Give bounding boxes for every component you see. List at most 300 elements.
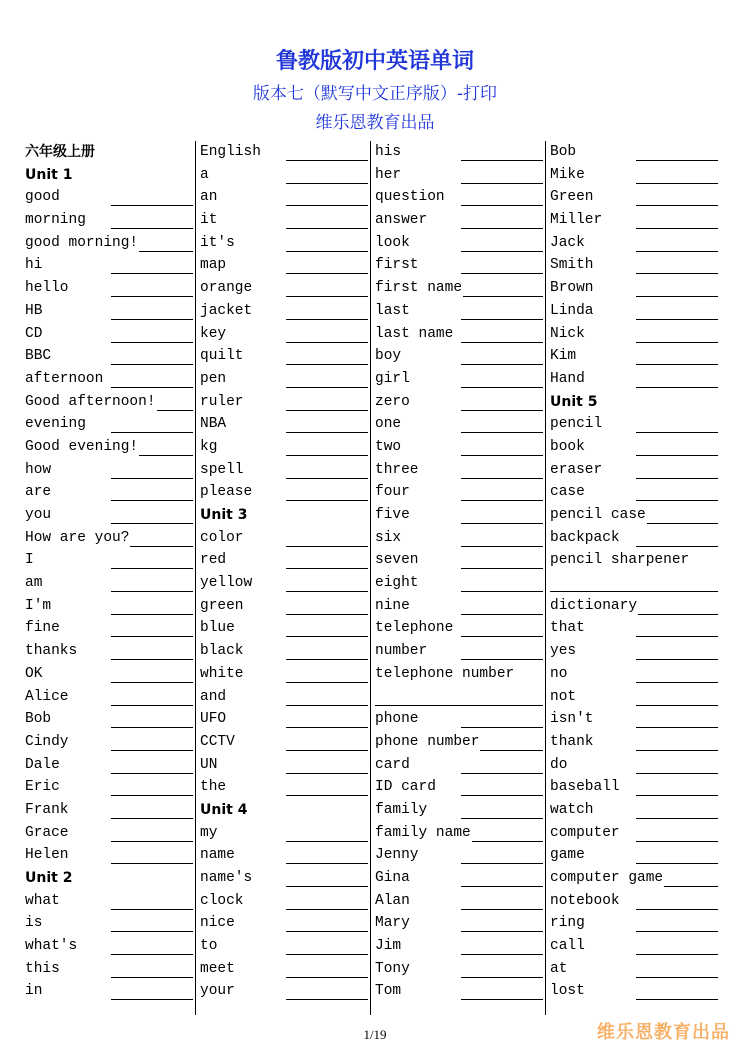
vocab-word: to bbox=[200, 938, 218, 955]
answer-blank-line[interactable] bbox=[111, 954, 193, 955]
answer-blank-line[interactable] bbox=[461, 387, 543, 388]
answer-blank-line[interactable] bbox=[111, 841, 193, 842]
vocab-word: Brown bbox=[550, 280, 594, 297]
answer-blank-line[interactable] bbox=[286, 364, 368, 365]
answer-blank-line[interactable] bbox=[111, 999, 193, 1000]
answer-blank-line[interactable] bbox=[111, 705, 193, 706]
answer-blank-line[interactable] bbox=[286, 546, 368, 547]
answer-blank-line[interactable] bbox=[111, 296, 193, 297]
vocab-word: Good evening! bbox=[25, 438, 139, 455]
vocab-word: Bob bbox=[25, 711, 52, 728]
vocab-row bbox=[25, 754, 197, 777]
answer-blank-line[interactable] bbox=[286, 205, 368, 206]
vocab-word: no bbox=[550, 665, 568, 682]
vocab-row bbox=[25, 731, 197, 754]
vocab-row bbox=[200, 391, 372, 414]
answer-blank-line[interactable] bbox=[636, 500, 718, 501]
answer-blank-line[interactable] bbox=[636, 682, 718, 683]
vocab-row bbox=[200, 958, 372, 981]
vocab-word: girl bbox=[375, 370, 410, 387]
vocab-word: baseball bbox=[550, 779, 620, 796]
vocab-word: map bbox=[200, 257, 227, 274]
answer-blank-line[interactable] bbox=[636, 364, 718, 365]
answer-blank-line[interactable] bbox=[461, 863, 543, 864]
answer-blank-line[interactable] bbox=[286, 500, 368, 501]
word-column-2 bbox=[200, 141, 372, 1003]
answer-blank-line[interactable] bbox=[111, 273, 193, 274]
answer-blank-line[interactable] bbox=[461, 909, 543, 910]
vocab-word: isn't bbox=[550, 711, 594, 728]
vocab-row bbox=[25, 345, 197, 368]
vocab-row bbox=[550, 935, 722, 958]
answer-blank-line[interactable] bbox=[461, 273, 543, 274]
answer-blank-line[interactable] bbox=[286, 659, 368, 660]
vocab-word: you bbox=[25, 507, 52, 523]
answer-blank-line[interactable] bbox=[636, 273, 718, 274]
answer-blank-line[interactable] bbox=[636, 727, 718, 728]
answer-blank-line[interactable] bbox=[111, 568, 193, 569]
answer-blank-line[interactable] bbox=[636, 319, 718, 320]
vocab-word: Smith bbox=[550, 257, 594, 274]
vocab-word: Mary bbox=[375, 915, 410, 932]
vocab-row bbox=[550, 141, 722, 164]
publisher-line: 维乐恩教育出品 bbox=[315, 113, 435, 133]
vocab-row bbox=[550, 186, 722, 209]
vocab-word: clock bbox=[200, 892, 244, 909]
vocab-row bbox=[550, 413, 722, 436]
answer-blank-line[interactable] bbox=[111, 931, 193, 932]
vocab-row bbox=[200, 527, 372, 550]
vocab-row bbox=[25, 232, 197, 255]
vocab-word: UFO bbox=[200, 711, 227, 728]
answer-blank-line[interactable] bbox=[111, 432, 193, 433]
answer-blank-line[interactable] bbox=[636, 818, 718, 819]
answer-blank-line[interactable] bbox=[286, 478, 368, 479]
vocab-row bbox=[200, 345, 372, 368]
vocab-row bbox=[375, 527, 547, 550]
vocab-row bbox=[375, 164, 547, 187]
answer-blank-line[interactable] bbox=[286, 705, 368, 706]
vocab-word: hello bbox=[25, 280, 69, 297]
vocab-row bbox=[200, 890, 372, 913]
column-divider bbox=[195, 141, 196, 1015]
answer-blank-line[interactable] bbox=[461, 773, 543, 774]
answer-blank-line[interactable] bbox=[286, 750, 368, 751]
page-subtitle: 版本七（默写中文正序版）-打印 bbox=[252, 84, 498, 104]
answer-blank-line[interactable] bbox=[461, 659, 543, 660]
answer-blank-line[interactable] bbox=[157, 410, 193, 411]
vocab-row bbox=[25, 254, 197, 277]
vocab-word: ruler bbox=[200, 393, 244, 410]
vocab-row bbox=[375, 300, 547, 323]
vocab-word: do bbox=[550, 756, 568, 773]
vocab-row bbox=[25, 572, 197, 595]
vocab-word: watch bbox=[550, 801, 594, 818]
answer-blank-line[interactable] bbox=[636, 659, 718, 660]
answer-blank-line[interactable] bbox=[286, 410, 368, 411]
answer-blank-line[interactable] bbox=[636, 999, 718, 1000]
answer-blank-line[interactable] bbox=[286, 999, 368, 1000]
answer-blank-line[interactable] bbox=[461, 478, 543, 479]
vocab-word: Mike bbox=[550, 166, 585, 183]
vocab-row bbox=[375, 345, 547, 368]
answer-blank-line[interactable] bbox=[461, 886, 543, 887]
vocab-word: How are you? bbox=[25, 529, 130, 546]
vocab-word: ring bbox=[550, 915, 585, 932]
answer-blank-line[interactable] bbox=[111, 818, 193, 819]
answer-blank-line[interactable] bbox=[550, 591, 718, 592]
vocab-word: telephone number bbox=[375, 665, 515, 682]
vocab-row bbox=[25, 368, 197, 391]
answer-blank-line[interactable] bbox=[111, 342, 193, 343]
vocab-word: not bbox=[550, 688, 577, 705]
vocab-word: CCTV bbox=[200, 733, 235, 750]
answer-blank-line[interactable] bbox=[636, 954, 718, 955]
vocab-word: Jim bbox=[375, 938, 402, 955]
vocab-row bbox=[550, 323, 722, 346]
vocab-word: what bbox=[25, 892, 60, 909]
answer-blank-line[interactable] bbox=[111, 659, 193, 660]
vocab-row bbox=[375, 867, 547, 890]
vocab-row bbox=[375, 323, 547, 346]
vocab-row bbox=[375, 391, 547, 414]
answer-blank-line[interactable] bbox=[461, 636, 543, 637]
answer-blank-line[interactable] bbox=[286, 954, 368, 955]
answer-blank-line[interactable] bbox=[286, 296, 368, 297]
vocab-word: what's bbox=[25, 938, 78, 955]
vocab-row bbox=[375, 980, 547, 1003]
answer-blank-line[interactable] bbox=[286, 319, 368, 320]
vocab-word: white bbox=[200, 665, 244, 682]
answer-blank-line[interactable] bbox=[111, 319, 193, 320]
vocab-word: Jenny bbox=[375, 847, 419, 864]
vocab-word: and bbox=[200, 688, 227, 705]
vocab-word: how bbox=[25, 461, 52, 478]
vocab-row bbox=[550, 640, 722, 663]
answer-blank-line[interactable] bbox=[636, 636, 718, 637]
answer-blank-line[interactable] bbox=[286, 228, 368, 229]
answer-blank-line[interactable] bbox=[286, 455, 368, 456]
section-heading-text: 六年级上册 bbox=[25, 144, 95, 160]
answer-blank-line[interactable] bbox=[461, 500, 543, 501]
answer-blank-line[interactable] bbox=[461, 591, 543, 592]
vocab-word: six bbox=[375, 529, 402, 546]
vocab-word: eight bbox=[375, 575, 419, 592]
vocab-row bbox=[200, 595, 372, 618]
answer-blank-line[interactable] bbox=[461, 228, 543, 229]
vocab-row bbox=[550, 980, 722, 1003]
vocab-row bbox=[200, 663, 372, 686]
vocab-row bbox=[200, 754, 372, 777]
answer-blank-line[interactable] bbox=[636, 387, 718, 388]
answer-blank-line[interactable] bbox=[638, 614, 718, 615]
answer-blank-line[interactable] bbox=[461, 205, 543, 206]
answer-blank-line[interactable] bbox=[461, 954, 543, 955]
vocab-row bbox=[200, 640, 372, 663]
answer-blank-line[interactable] bbox=[461, 568, 543, 569]
watermark-logo: 维乐恩教育出品 bbox=[597, 1022, 730, 1043]
answer-blank-line[interactable] bbox=[286, 931, 368, 932]
section-heading bbox=[25, 867, 197, 890]
answer-blank-line[interactable] bbox=[111, 773, 193, 774]
vocab-word: Alice bbox=[25, 688, 69, 705]
vocab-word: Green bbox=[550, 189, 594, 206]
answer-blank-line[interactable] bbox=[461, 999, 543, 1000]
section-heading-text: Unit 4 bbox=[200, 801, 248, 818]
answer-blank-line[interactable] bbox=[461, 319, 543, 320]
vocab-word: it bbox=[200, 212, 218, 229]
answer-blank-line[interactable] bbox=[461, 523, 543, 524]
answer-blank-line[interactable] bbox=[636, 160, 718, 161]
answer-blank-line[interactable] bbox=[636, 455, 718, 456]
vocab-word: lost bbox=[550, 983, 585, 1000]
answer-blank-line[interactable] bbox=[636, 931, 718, 932]
vocab-row bbox=[375, 459, 547, 482]
answer-blank-line[interactable] bbox=[286, 273, 368, 274]
answer-blank-line[interactable] bbox=[286, 251, 368, 252]
answer-blank-line[interactable] bbox=[636, 795, 718, 796]
answer-blank-line[interactable] bbox=[480, 750, 543, 751]
answer-blank-line[interactable] bbox=[111, 387, 193, 388]
answer-blank-line[interactable] bbox=[130, 546, 193, 547]
vocab-row bbox=[200, 186, 372, 209]
vocab-word: phone bbox=[375, 711, 419, 728]
vocab-row bbox=[25, 617, 197, 640]
vocab-word: black bbox=[200, 643, 244, 660]
answer-blank-line[interactable] bbox=[636, 478, 718, 479]
answer-blank-line[interactable] bbox=[111, 795, 193, 796]
answer-blank-line[interactable] bbox=[111, 591, 193, 592]
answer-blank-line[interactable] bbox=[286, 682, 368, 683]
answer-blank-line[interactable] bbox=[286, 773, 368, 774]
vocab-row bbox=[25, 686, 197, 709]
answer-blank-line[interactable] bbox=[286, 568, 368, 569]
answer-blank-line[interactable] bbox=[461, 251, 543, 252]
answer-blank-line[interactable] bbox=[463, 296, 543, 297]
vocab-row bbox=[375, 754, 547, 777]
answer-blank-line[interactable] bbox=[636, 977, 718, 978]
vocab-row bbox=[550, 663, 722, 686]
answer-blank-line[interactable] bbox=[286, 863, 368, 864]
answer-blank-line[interactable] bbox=[461, 977, 543, 978]
vocab-word: card bbox=[375, 756, 410, 773]
answer-blank-line[interactable] bbox=[139, 455, 193, 456]
vocab-word: a bbox=[200, 166, 209, 183]
answer-blank-line[interactable] bbox=[286, 886, 368, 887]
vocab-row bbox=[200, 935, 372, 958]
answer-blank-line[interactable] bbox=[461, 818, 543, 819]
vocab-word: yes bbox=[550, 643, 577, 660]
answer-blank-line[interactable] bbox=[286, 591, 368, 592]
vocab-row bbox=[375, 254, 547, 277]
answer-blank-line[interactable] bbox=[636, 863, 718, 864]
section-heading bbox=[25, 164, 197, 187]
answer-blank-line[interactable] bbox=[286, 727, 368, 728]
answer-blank-line[interactable] bbox=[111, 977, 193, 978]
vocab-word: Good afternoon! bbox=[25, 393, 156, 410]
answer-blank-line[interactable] bbox=[472, 841, 543, 842]
vocab-row bbox=[25, 413, 197, 436]
section-heading bbox=[200, 799, 372, 822]
answer-blank-line[interactable] bbox=[286, 841, 368, 842]
vocab-word: quilt bbox=[200, 348, 244, 365]
answer-blank-line[interactable] bbox=[111, 909, 193, 910]
vocab-row bbox=[200, 141, 372, 164]
answer-blank-line[interactable] bbox=[636, 909, 718, 910]
vocab-word: pencil case bbox=[550, 507, 646, 523]
vocab-word: three bbox=[375, 461, 419, 478]
vocab-row bbox=[25, 822, 197, 845]
vocab-word: OK bbox=[25, 665, 43, 682]
answer-blank-line[interactable] bbox=[636, 342, 718, 343]
answer-blank-line[interactable] bbox=[111, 478, 193, 479]
answer-blank-line[interactable] bbox=[111, 523, 193, 524]
vocab-word: blue bbox=[200, 620, 235, 637]
vocab-word: Cindy bbox=[25, 733, 69, 750]
answer-blank-line[interactable] bbox=[461, 795, 543, 796]
vocab-word: his bbox=[375, 144, 402, 160]
vocab-word: English bbox=[200, 144, 261, 160]
answer-blank-line[interactable] bbox=[636, 841, 718, 842]
vocab-row bbox=[25, 935, 197, 958]
answer-blank-line[interactable] bbox=[636, 251, 718, 252]
vocab-word: jacket bbox=[200, 302, 253, 319]
vocab-word: Linda bbox=[550, 302, 594, 319]
vocab-row bbox=[550, 754, 722, 777]
answer-blank-line[interactable] bbox=[636, 432, 718, 433]
vocab-word: kg bbox=[200, 438, 218, 455]
answer-blank-line[interactable] bbox=[111, 636, 193, 637]
answer-blank-line[interactable] bbox=[286, 977, 368, 978]
vocab-row bbox=[375, 572, 547, 595]
vocab-row bbox=[550, 708, 722, 731]
vocab-word: UN bbox=[200, 756, 218, 773]
vocab-word: please bbox=[200, 484, 253, 501]
vocab-row bbox=[550, 890, 722, 913]
vocab-row bbox=[200, 459, 372, 482]
vocab-word: afternoon bbox=[25, 370, 104, 387]
vocab-word: key bbox=[200, 325, 227, 342]
vocab-row bbox=[375, 708, 547, 731]
answer-blank-line[interactable] bbox=[461, 727, 543, 728]
vocab-word: in bbox=[25, 983, 43, 1000]
vocab-word: backpack bbox=[550, 529, 620, 546]
vocab-row bbox=[25, 391, 197, 414]
vocab-word: eraser bbox=[550, 461, 603, 478]
section-heading bbox=[25, 141, 197, 164]
answer-blank-line[interactable] bbox=[286, 636, 368, 637]
answer-blank-line[interactable] bbox=[461, 160, 543, 161]
answer-blank-line[interactable] bbox=[111, 750, 193, 751]
vocab-row bbox=[550, 164, 722, 187]
vocab-word: Nick bbox=[550, 325, 585, 342]
answer-blank-line[interactable] bbox=[461, 931, 543, 932]
vocab-word: CD bbox=[25, 325, 43, 342]
vocab-word: at bbox=[550, 960, 568, 977]
vocab-word: first bbox=[375, 257, 419, 274]
answer-blank-line[interactable] bbox=[139, 251, 193, 252]
vocab-row bbox=[25, 844, 197, 867]
vocab-word: Alan bbox=[375, 892, 410, 909]
vocab-row bbox=[550, 617, 722, 640]
vocab-word: Tom bbox=[375, 983, 402, 1000]
vocab-row bbox=[375, 935, 547, 958]
answer-blank-line[interactable] bbox=[286, 614, 368, 615]
answer-blank-line[interactable] bbox=[461, 546, 543, 547]
vocab-word: good morning! bbox=[25, 234, 139, 251]
vocab-row bbox=[25, 958, 197, 981]
answer-blank-line[interactable] bbox=[461, 455, 543, 456]
vocab-row bbox=[200, 572, 372, 595]
column-divider bbox=[370, 141, 371, 1015]
vocab-word: telephone bbox=[375, 620, 454, 637]
section-heading-text: Unit 3 bbox=[200, 507, 248, 523]
answer-blank-line[interactable] bbox=[286, 183, 368, 184]
vocab-row bbox=[550, 799, 722, 822]
answer-blank-line[interactable] bbox=[111, 205, 193, 206]
answer-blank-line[interactable] bbox=[111, 228, 193, 229]
answer-blank-line[interactable] bbox=[286, 909, 368, 910]
vocab-row bbox=[375, 776, 547, 799]
answer-blank-line[interactable] bbox=[111, 682, 193, 683]
answer-blank-line[interactable] bbox=[111, 500, 193, 501]
vocab-word: first name bbox=[375, 280, 463, 297]
answer-blank-line[interactable] bbox=[636, 205, 718, 206]
vocab-word: Bob bbox=[550, 144, 577, 160]
vocab-row bbox=[25, 912, 197, 935]
answer-blank-line[interactable] bbox=[286, 432, 368, 433]
answer-blank-line[interactable] bbox=[111, 364, 193, 365]
answer-blank-line[interactable] bbox=[636, 228, 718, 229]
answer-blank-line[interactable] bbox=[111, 614, 193, 615]
section-heading-text: Unit 1 bbox=[25, 166, 73, 183]
vocab-word: dictionary bbox=[550, 597, 638, 614]
answer-blank-line[interactable] bbox=[375, 705, 543, 706]
answer-blank-line[interactable] bbox=[664, 886, 718, 887]
answer-blank-line[interactable] bbox=[636, 773, 718, 774]
answer-blank-line[interactable] bbox=[286, 160, 368, 161]
answer-blank-line[interactable] bbox=[636, 750, 718, 751]
answer-blank-line[interactable] bbox=[286, 387, 368, 388]
answer-blank-line[interactable] bbox=[461, 364, 543, 365]
vocab-row bbox=[550, 368, 722, 391]
answer-blank-line[interactable] bbox=[286, 342, 368, 343]
answer-blank-line[interactable] bbox=[111, 863, 193, 864]
vocab-row bbox=[375, 617, 547, 640]
answer-blank-line[interactable] bbox=[636, 705, 718, 706]
vocab-word: meet bbox=[200, 960, 235, 977]
answer-blank-line[interactable] bbox=[647, 523, 718, 524]
vocab-row bbox=[25, 663, 197, 686]
answer-blank-line[interactable] bbox=[461, 614, 543, 615]
vocab-row bbox=[200, 549, 372, 572]
vocab-word: yellow bbox=[200, 575, 253, 592]
answer-blank-line[interactable] bbox=[461, 183, 543, 184]
answer-blank-line[interactable] bbox=[286, 795, 368, 796]
vocab-word: this bbox=[25, 960, 60, 977]
vocab-row bbox=[25, 890, 197, 913]
answer-blank-line[interactable] bbox=[461, 410, 543, 411]
vocab-word: thank bbox=[550, 733, 594, 750]
answer-blank-line[interactable] bbox=[636, 183, 718, 184]
vocab-word: spell bbox=[200, 461, 244, 478]
answer-blank-line[interactable] bbox=[636, 296, 718, 297]
answer-blank-line[interactable] bbox=[461, 342, 543, 343]
answer-blank-line[interactable] bbox=[636, 546, 718, 547]
vocab-row bbox=[375, 277, 547, 300]
answer-blank-line[interactable] bbox=[461, 432, 543, 433]
answer-blank-line[interactable] bbox=[111, 727, 193, 728]
